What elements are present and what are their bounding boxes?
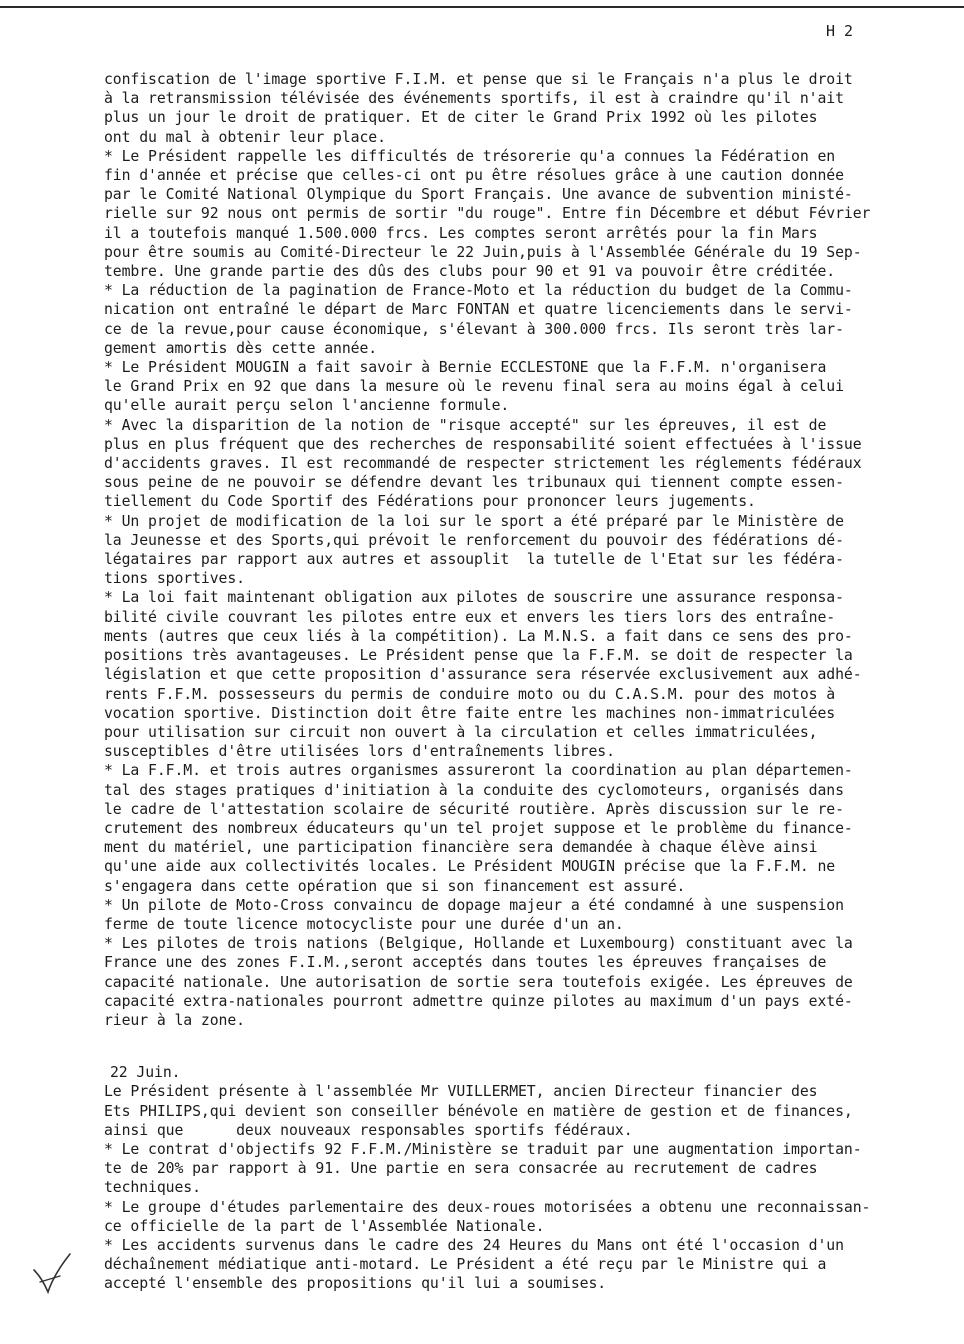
paragraph: * Un pilote de Moto-Cross convaincu de dopage majeur a été condamné à une suspension ferme de toute licence motocycliste pour une durée d'un an. <box>104 896 844 933</box>
page-number: H 2 <box>826 22 854 40</box>
paragraph: confiscation de l'image sportive F.I.M. et pense que si le Français n'a plus le droit à la retransmission télévisée des événements sportifs, il est à craindre qu'il n'ait plus un jour le droit de pratiquer. Et de citer le Grand Prix 1992 où les pilotes ont du mal à obtenir leur place. <box>104 71 853 146</box>
paragraph: * La F.F.M. et trois autres organismes assureront la coordination au plan départemen- tal des stages pratiques d'initiation à la conduite des cyclomoteurs, organisés dans le cadre de l'attestation scolaire de sécurité routière. Après discussion sur le re- crutement des nombreux éducateurs qu'un tel projet suppose et le problème du finance- ment du matériel, une participation financière sera demandée à chaque élève ainsi qu'une aide aux collectivités locales. Le Président MOUGIN précise que la F.F.M. ne s'engagera dans cette opération que si son financement est assuré. <box>104 762 853 895</box>
paragraph: * Le Président MOUGIN a fait savoir à Bernie ECCLESTONE que la F.F.M. n'organisera le Grand Prix en 92 que dans la mesure où le revenu final sera au moins égal à celui qu'elle aurait perçu selon l'ancienne formule. <box>104 359 844 415</box>
paragraph: Le Président présente à l'assemblée Mr VUILLERMET, ancien Directeur financier des Ets PHILIPS,qui devient son conseiller bénévole en matière de gestion et de finances, ainsi que deux nouveaux responsables sportifs fédéraux. <box>104 1083 853 1139</box>
paragraph: * Les accidents survenus dans le cadre des 24 Heures du Mans ont été l'occasion d'un déchaînement médiatique anti-motard. Le Président a été reçu par le Ministre qui a accepté l'ensemble des propositions qu'il lui a soumises. <box>104 1236 844 1293</box>
paragraph: * La loi fait maintenant obligation aux pilotes de souscrire une assurance responsa- bilité civile couvrant les pilotes entre eux et envers les tiers lors des entraîne- ments (autres que ceux liés à la compétition). La M.N.S. a fait dans ce sens des pro- positions très avantageuses. Le Président pense que la F.F.M. se doit de respecter la législation et que cette proposition d'assurance sera réservée exclusivement aux adhé- rents F.F.M. possesseurs du permis de conduire moto ou du C.A.S.M. pour des motos à vocation sportive. Distinction doit être faite entre les machines non-immatriculées pour utilisation sur circuit non ouvert à la circulation et celles immatriculées, susceptibles d'être utilisées lors d'entraînements libres. <box>104 589 862 761</box>
top-border-line <box>0 6 964 8</box>
paragraph: * Le Président rappelle les difficultés de trésorerie qu'a connues la Fédération en fin d'année et précise que celles-ci ont pu être résolues grâce à une caution donnée par le Comité National Olympique du Sport Français. Une avance de subvention ministé- rielle sur 92 nous ont permis de sortir "du rouge". Entre fin Décembre et début Février il a toutefois manqué 1.500.000 frcs. Les comptes seront arrêtés pour la fin Mars pour être soumis au Comité-Directeur le 22 Juin,puis à l'Assemblée Générale du 19 Sep- tembre. Une grande partie des dûs des clubs pour 90 et 91 va pouvoir être créditée. <box>104 147 871 281</box>
paragraph: * Le groupe d'études parlementaire des deux-roues motorisées a obtenu une reconnaissan- ce officielle de la part de l'Assemblée Nationale. <box>104 1198 871 1235</box>
paragraph: * Les pilotes de trois nations (Belgique, Hollande et Luxembourg) constituant avec la France une des zones F.I.M.,seront acceptés dans toutes les épreuves françaises de capacité nationale. Une autorisation de sortie sera toutefois exigée. Les épreuves de capacité extra-nationales pourront admettre quinze pilotes au maximum d'un pays exté- rieur à la zone. <box>104 935 853 1029</box>
paragraph: * Avec la disparition de la notion de "risque accepté" sur les épreuves, il est de plus en plus fréquent que des recherches de responsabilité soient effectuées à l'issue d'accidents graves. Il est recommandé de respecter strictement les réglements fédéraux sous peine de ne pouvoir se défendre devant les tribunaux qui tiennent compte essen- tiellement du Code Sportif des Fédérations pour prononcer leurs jugements. <box>104 416 862 511</box>
paragraph: * Le contrat d'objectifs 92 F.F.M./Ministère se traduit par une augmentation importan- te de 20% par rapport à 91. Une partie en sera consacrée au recrutement de cadres techniques. <box>104 1140 862 1197</box>
paragraph: * La réduction de la pagination de France-Moto et la réduction du budget de la Commu- nication ont entraîné le départ de Marc FONTAN et quatre licenciements dans le servi- ce de la revue,pour cause économique, s'élevant à 300.000 frcs. Ils seront très lar- gement amortis dès cette année. <box>104 282 853 357</box>
document-body <box>104 70 938 1294</box>
paragraph: * Un projet de modification de la loi sur le sport a été préparé par le Ministère de la Jeunesse et des Sports,qui prévoit le renforcement du pouvoir des fédérations dé- légataires par rapport aux autres et assouplit la tutelle de l'Etat sur les fédéra- tions sportives. <box>104 512 844 588</box>
section-date: 22 Juin. <box>110 1064 181 1082</box>
handwritten-check-mark-icon <box>30 1252 74 1296</box>
